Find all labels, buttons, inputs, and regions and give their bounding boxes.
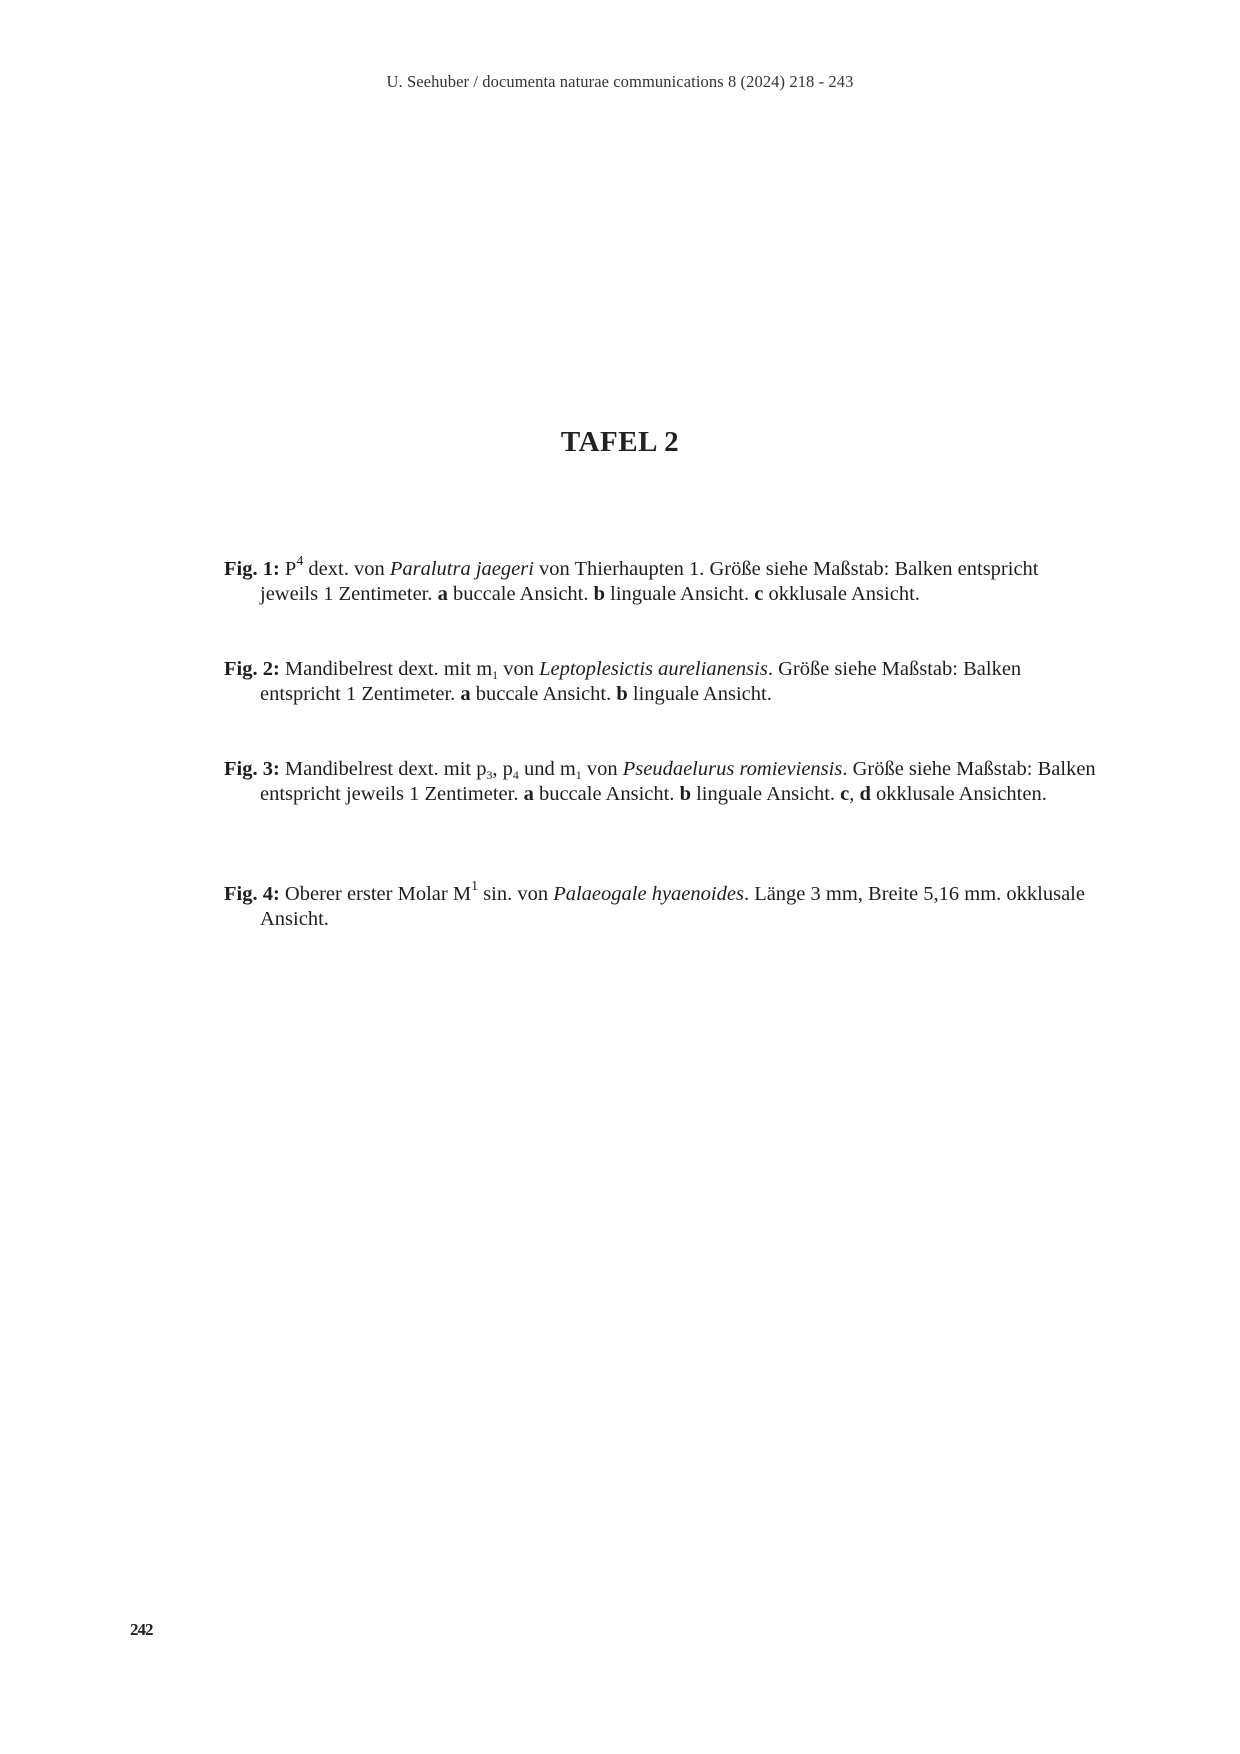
page-number: 242 xyxy=(130,1620,153,1639)
caption-text: linguale Ansicht. xyxy=(627,683,772,705)
view-letter: c xyxy=(754,583,764,605)
caption-text: okklusale Ansicht. xyxy=(763,583,920,605)
caption-text: von xyxy=(498,658,540,680)
figure-caption-1 xyxy=(224,554,1100,607)
view-letter: d xyxy=(859,783,871,805)
fig-label: Fig. 1: xyxy=(224,558,280,580)
running-header: U. Seehuber / documenta naturae communications 8 (2024) 218 - 243 xyxy=(386,72,854,91)
subscript: 3 xyxy=(486,767,493,782)
subscript: 1 xyxy=(575,767,582,782)
caption-text: Mandibelrest dext. mit m xyxy=(279,658,493,680)
caption-text: , xyxy=(849,783,860,805)
taxon-name: Pseudaelurus romieviensis xyxy=(622,758,843,780)
caption-text: von Thierhaupten 1. Größe siehe Maßstab: Balken entspricht jeweils 1 Zentimeter. xyxy=(260,558,1039,605)
caption-text: . Länge 3 mm, Breite 5,16 mm. okklusale Ansicht. xyxy=(260,883,1085,930)
caption-text: linguale Ansicht. xyxy=(605,583,755,605)
caption-text: buccale Ansicht. xyxy=(533,783,680,805)
view-letter: a xyxy=(523,783,534,805)
caption-text: Mandibelrest dext. mit p xyxy=(279,758,487,780)
plate-title: TAFEL 2 xyxy=(560,426,680,458)
caption-text: . Größe siehe Maßstab: Balken entspricht jeweils 1 Zentimeter. xyxy=(260,758,1096,805)
taxon-name: Palaeogale hyaenoides xyxy=(553,883,744,905)
caption-text: buccale Ansicht. xyxy=(470,683,617,705)
superscript: 1 xyxy=(471,879,479,895)
caption-text: sin. von xyxy=(478,883,554,905)
figure-caption-4 xyxy=(224,879,1100,932)
view-letter: c xyxy=(840,783,850,805)
figure-caption-2 xyxy=(224,657,1100,707)
superscript: 4 xyxy=(296,554,304,570)
fig-label: Fig. 4: xyxy=(224,883,280,905)
subscript: 1 xyxy=(492,667,499,682)
taxon-name: Paralutra jaegeri xyxy=(389,558,534,580)
caption-text: P xyxy=(284,558,297,580)
caption-text: okklusale Ansichten. xyxy=(870,783,1047,805)
view-letter: b xyxy=(616,683,628,705)
caption-text: und m xyxy=(518,758,576,780)
caption-text: . Größe siehe Maßstab: Balken entspricht 1 Zentimeter. xyxy=(260,658,1022,705)
caption-text: Oberer erster Molar M xyxy=(279,883,472,905)
view-letter: a xyxy=(460,683,471,705)
fig-label: Fig. 2: xyxy=(224,658,280,680)
caption-text: dext. von xyxy=(303,558,390,580)
caption-text: buccale Ansicht. xyxy=(447,583,594,605)
caption-text: linguale Ansicht. xyxy=(690,783,841,805)
view-letter: b xyxy=(679,783,691,805)
figure-caption-3 xyxy=(224,757,1100,807)
caption-text: von xyxy=(581,758,623,780)
view-letter: a xyxy=(437,583,448,605)
view-letter: b xyxy=(593,583,606,605)
subscript: 4 xyxy=(512,767,519,782)
caption-text: , p xyxy=(492,758,513,780)
taxon-name: Leptoplesictis aurelianensis xyxy=(539,658,768,680)
fig-label: Fig. 3: xyxy=(224,758,280,780)
